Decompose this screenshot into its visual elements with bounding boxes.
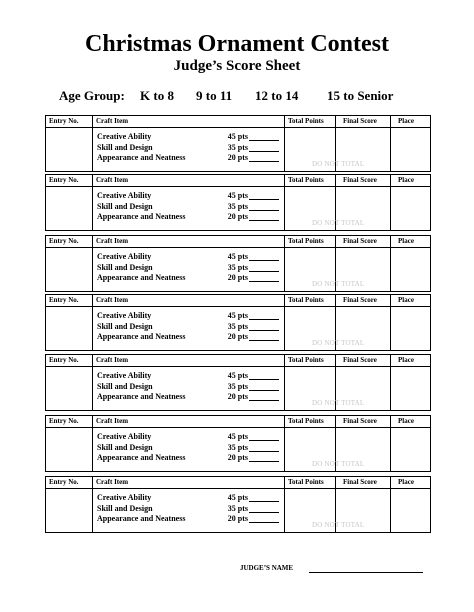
age-group-option[interactable]: 12 to 14 xyxy=(255,88,299,103)
entry-block xyxy=(45,354,431,411)
criterion-label: Appearance and Neatness xyxy=(97,153,186,162)
place-header: Place xyxy=(398,176,414,184)
total-points-header: Total Points xyxy=(288,417,324,425)
criterion-label: Skill and Design xyxy=(97,443,153,452)
do-not-total-watermark: DO NOT TOTAL xyxy=(312,219,365,227)
criterion-points: 35 pts xyxy=(227,202,248,211)
criterion-points: 35 pts xyxy=(227,263,248,272)
criterion-label: Skill and Design xyxy=(97,263,153,272)
place-cell[interactable] xyxy=(391,489,429,532)
total-points-cell[interactable] xyxy=(285,248,334,291)
final-score-cell[interactable] xyxy=(336,307,389,350)
criterion-label: Appearance and Neatness xyxy=(97,392,186,401)
entry-no-cell[interactable] xyxy=(45,307,91,350)
criterion-points: 35 pts xyxy=(227,443,248,452)
craft-item-header: Craft Item xyxy=(96,117,129,125)
craft-item-cell[interactable] xyxy=(93,489,283,532)
criterion-label: Skill and Design xyxy=(97,202,153,211)
criterion-points: 20 pts xyxy=(227,453,248,462)
entry-no-cell[interactable] xyxy=(45,428,91,471)
final-score-header: Final Score xyxy=(343,296,377,304)
craft-item-header: Craft Item xyxy=(96,356,129,364)
entry-block xyxy=(45,115,431,172)
entry-block xyxy=(45,294,431,351)
entry-no-header: Entry No. xyxy=(49,237,79,245)
craft-item-cell[interactable] xyxy=(93,248,283,291)
total-points-header: Total Points xyxy=(288,117,324,125)
criterion-label: Skill and Design xyxy=(97,322,153,331)
criterion-label: Appearance and Neatness xyxy=(97,212,186,221)
criterion-points: 20 pts xyxy=(227,332,248,341)
place-cell[interactable] xyxy=(391,248,429,291)
craft-item-header: Craft Item xyxy=(96,478,129,486)
criterion-label: Skill and Design xyxy=(97,143,153,152)
place-header: Place xyxy=(398,417,414,425)
final-score-header: Final Score xyxy=(343,237,377,245)
place-header: Place xyxy=(398,478,414,486)
do-not-total-watermark: DO NOT TOTAL xyxy=(312,160,365,168)
place-header: Place xyxy=(398,356,414,364)
entry-no-header: Entry No. xyxy=(49,176,79,184)
total-points-cell[interactable] xyxy=(285,428,334,471)
place-cell[interactable] xyxy=(391,187,429,230)
total-points-cell[interactable] xyxy=(285,367,334,410)
entry-no-header: Entry No. xyxy=(49,417,79,425)
criterion-label: Appearance and Neatness xyxy=(97,332,186,341)
criterion-label: Creative Ability xyxy=(97,132,152,141)
criterion-points: 20 pts xyxy=(227,153,248,162)
craft-item-cell[interactable] xyxy=(93,428,283,471)
criterion-label: Skill and Design xyxy=(97,504,153,513)
final-score-header: Final Score xyxy=(343,356,377,364)
total-points-header: Total Points xyxy=(288,356,324,364)
page-subtitle: Judge’s Score Sheet xyxy=(173,58,301,74)
final-score-header: Final Score xyxy=(343,478,377,486)
criterion-points: 45 pts xyxy=(227,252,248,261)
place-cell[interactable] xyxy=(391,428,429,471)
criterion-points: 45 pts xyxy=(227,191,248,200)
criterion-points: 20 pts xyxy=(227,514,248,523)
criterion-label: Appearance and Neatness xyxy=(97,514,186,523)
final-score-cell[interactable] xyxy=(336,187,389,230)
do-not-total-watermark: DO NOT TOTAL xyxy=(312,399,365,407)
criterion-label: Creative Ability xyxy=(97,311,152,320)
total-points-cell[interactable] xyxy=(285,128,334,171)
criterion-label: Creative Ability xyxy=(97,493,152,502)
entry-block xyxy=(45,415,431,472)
total-points-header: Total Points xyxy=(288,478,324,486)
craft-item-cell[interactable] xyxy=(93,128,283,171)
total-points-header: Total Points xyxy=(288,237,324,245)
total-points-header: Total Points xyxy=(288,176,324,184)
criterion-points: 35 pts xyxy=(227,504,248,513)
place-header: Place xyxy=(398,237,414,245)
criterion-label: Creative Ability xyxy=(97,432,152,441)
craft-item-cell[interactable] xyxy=(93,307,283,350)
entry-block xyxy=(45,476,431,533)
place-cell[interactable] xyxy=(391,367,429,410)
place-cell[interactable] xyxy=(391,307,429,350)
age-group-row xyxy=(0,88,474,106)
place-header: Place xyxy=(398,296,414,304)
criterion-points: 45 pts xyxy=(227,432,248,441)
craft-item-header: Craft Item xyxy=(96,296,129,304)
do-not-total-watermark: DO NOT TOTAL xyxy=(312,521,365,529)
final-score-header: Final Score xyxy=(343,417,377,425)
criterion-points: 45 pts xyxy=(227,311,248,320)
craft-item-cell[interactable] xyxy=(93,187,283,230)
craft-item-header: Craft Item xyxy=(96,176,129,184)
craft-item-header: Craft Item xyxy=(96,417,129,425)
age-group-label: Age Group: xyxy=(59,88,125,103)
craft-item-cell[interactable] xyxy=(93,367,283,410)
age-group-option[interactable]: K to 8 xyxy=(140,88,174,103)
entry-no-header: Entry No. xyxy=(49,296,79,304)
final-score-cell[interactable] xyxy=(336,367,389,410)
criterion-label: Creative Ability xyxy=(97,371,152,380)
entry-no-header: Entry No. xyxy=(49,117,79,125)
age-group-option[interactable]: 9 to 11 xyxy=(196,88,233,103)
entry-block xyxy=(45,235,431,292)
page-title: Christmas Ornament Contest xyxy=(85,31,389,57)
entry-no-cell[interactable] xyxy=(45,128,91,171)
final-score-header: Final Score xyxy=(343,117,377,125)
do-not-total-watermark: DO NOT TOTAL xyxy=(312,280,365,288)
entry-no-header: Entry No. xyxy=(49,356,79,364)
criterion-label: Creative Ability xyxy=(97,191,152,200)
criterion-points: 45 pts xyxy=(227,493,248,502)
place-cell[interactable] xyxy=(391,128,429,171)
criterion-points: 35 pts xyxy=(227,322,248,331)
total-points-cell[interactable] xyxy=(285,307,334,350)
do-not-total-watermark: DO NOT TOTAL xyxy=(312,460,365,468)
final-score-cell[interactable] xyxy=(336,489,389,532)
criterion-label: Skill and Design xyxy=(97,382,153,391)
criterion-points: 35 pts xyxy=(227,382,248,391)
entry-no-cell[interactable] xyxy=(45,367,91,410)
criterion-label: Appearance and Neatness xyxy=(97,453,186,462)
entry-no-cell[interactable] xyxy=(45,489,91,532)
criterion-points: 20 pts xyxy=(227,273,248,282)
total-points-cell[interactable] xyxy=(285,187,334,230)
final-score-cell[interactable] xyxy=(336,428,389,471)
final-score-header: Final Score xyxy=(343,176,377,184)
judge-name-label: JUDGE’S NAME xyxy=(240,564,294,572)
entry-no-header: Entry No. xyxy=(49,478,79,486)
do-not-total-watermark: DO NOT TOTAL xyxy=(312,339,365,347)
criterion-points: 45 pts xyxy=(227,371,248,380)
criterion-label: Appearance and Neatness xyxy=(97,273,186,282)
craft-item-header: Craft Item xyxy=(96,237,129,245)
final-score-cell[interactable] xyxy=(336,128,389,171)
total-points-cell[interactable] xyxy=(285,489,334,532)
place-header: Place xyxy=(398,117,414,125)
judge-name-field[interactable] xyxy=(309,572,423,573)
entry-block xyxy=(45,174,431,231)
age-group-option[interactable]: 15 to Senior xyxy=(327,88,394,103)
entry-no-cell[interactable] xyxy=(45,248,91,291)
criterion-points: 20 pts xyxy=(227,212,248,221)
total-points-header: Total Points xyxy=(288,296,324,304)
criterion-points: 20 pts xyxy=(227,392,248,401)
criterion-points: 35 pts xyxy=(227,143,248,152)
criterion-points: 45 pts xyxy=(227,132,248,141)
entry-no-cell[interactable] xyxy=(45,187,91,230)
final-score-cell[interactable] xyxy=(336,248,389,291)
criterion-label: Creative Ability xyxy=(97,252,152,261)
